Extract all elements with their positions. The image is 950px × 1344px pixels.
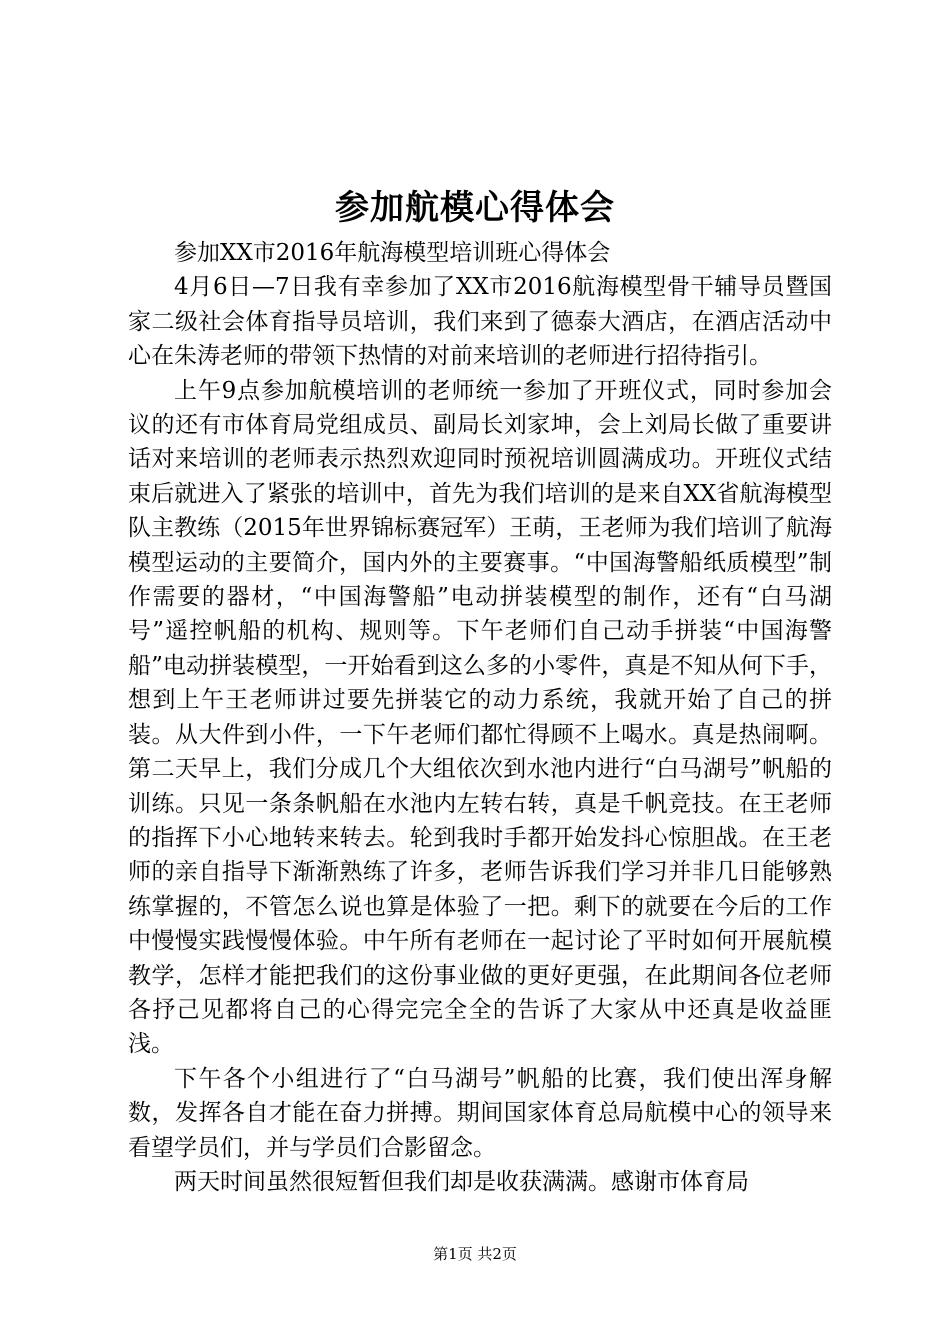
page-number-footer: 第1页 共2页	[433, 1245, 517, 1263]
paragraph-conclusion: 两天时间虽然很短暂但我们却是收获满满。感谢市体育局	[174, 1168, 749, 1195]
paragraph-morning-training: 上午9点参加航模培训的老师统一参加了开班仪式，同时参加会议的还有市体育局党组成员、副局长刘家坤，会上刘局长做了重要讲话对来培训的老师表示热烈欢迎同时预祝培训圆满成功。开班仪式结束后就进入了紧张的培训中，首先为我们培训的是来自XX省航海模型队主教练（2015年世界锦标赛冠军）王萌，王老师为我们培训了航海模型运动的主要简介，国内外的主要赛事。“中国海警船纸质模型”制作需要的器材，“中国海警船”电动拼装模型的制作，还有“白马湖号”遥控帆船的机构、规则等。下午老师们自己动手拼装“中国海警船”电动拼装模型，一开始看到这么多的小零件，真是不知从何下手，想到上午王老师讲过要先拼装它的动力系统，我就开始了自己的拼装。从大件到小件，一下午老师们都忙得顾不上喝水。真是热闹啊。第二天早上，我们分成几个大组依次到水池内进行“白马湖号”帆船的训练。只见一条条帆船在水池内左转右转，真是千帆竞技。在王老师的指挥下小心地转来转去。轮到我时手都开始发抖心惊胆战。在王老师的亲自指导下渐渐熟练了许多，老师告诉我们学习并非几日能够熟练掌握的，不管怎么说也算是体验了一把。剩下的就要在今后的工作中慢慢实践慢慢体验。中午所有老师在一起讨论了平时如何开展航模教学，怎样才能把我们的这份事业做的更好更强，在此期间各位老师各抒己见都将自己的心得完完全全的告诉了大家从中还真是收益匪浅。	[128, 377, 832, 1058]
document-body	[128, 236, 832, 1199]
paragraph-afternoon-race: 下午各个小组进行了“白马湖号”帆船的比赛，我们使出浑身解数，发挥各自才能在奋力拼搏。期间国家体育总局航模中心的领导来看望学员们，并与学员们合影留念。	[128, 1065, 832, 1161]
document-title: 参加航模心得体会	[335, 188, 615, 228]
paragraph-intro: 4月6日—7日我有幸参加了XX市2016航海模型骨干辅导员暨国家二级社会体育指导员培训，我们来到了德泰大酒店，在酒店活动中心在朱涛老师的带领下热情的对前来培训的老师进行招待指引。	[128, 274, 832, 370]
paragraph-subtitle: 参加XX市2016年航海模型培训班心得体会	[174, 240, 611, 266]
